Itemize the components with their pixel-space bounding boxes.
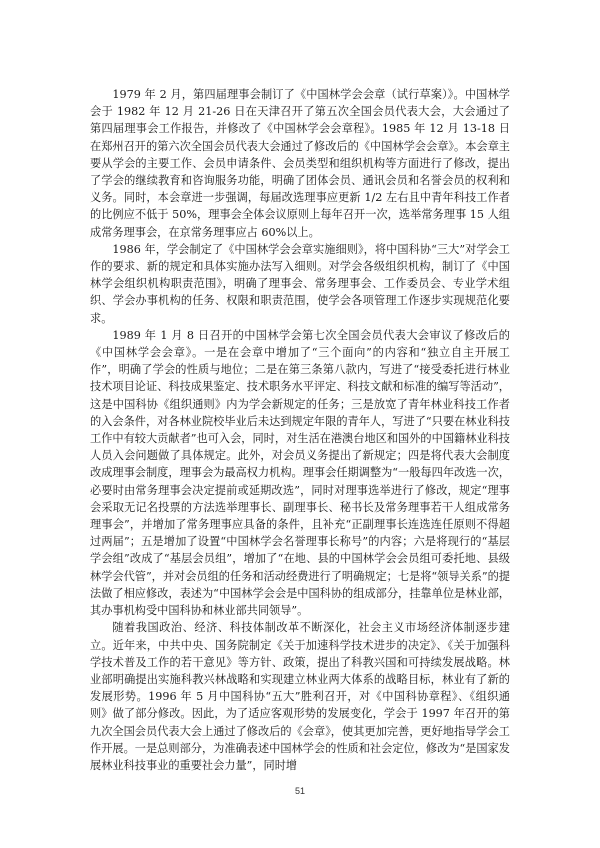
paragraph-1: 1979 年 2 月，第四届理事会制订了《中国林学会会章（试行草案）》。中国林学会于 1982 年 12 月 21-26 日在天津召开了第五次全国会员代表大会，大会通过了第四届理事会工作报告，并修改了《中国林学会会章程》。1985 年 12 月 13-18 日在郑州召开的第六次全国会员代表大会通过了修改后的《中国林学会会章》。本会章主要从学会的主要工作、会员申请条件、会员类型和组织机构等方面进行了修改，提出了学会的继续教育和咨询服务功能，明确了团体会员、通讯会员和名誉会员的权利和义务。同时，本会章进一步强调，每届改选理事应更新 1/2 左右且中青年科技工作者的比例应不低于 50%，理事会全体会议原则上每年召开一次，选举常务理事 15 人组成常务理事会，在京常务理事应占 60%以上。 [90,88,510,239]
paragraph-4: 随着我国政治、经济、科技体制改革不断深化，社会主义市场经济体制逐步建立。近年来，中共中央、国务院制定《关于加速科学技术进步的决定》、《关于加强科学技术普及工作的若干意见》等方针、政策，提出了科教兴国和可持续发展战略。林业部明确提出实施科教兴林战略和实现建立林业两大体系的战略目标，林业有了新的发展形势。1996 年 5 月中国科协“五大”胜利召开，对《中国科协章程》、《组织通则》做了部分修改。因此，为了适应客观形势的发展变化，学会于 1997 年召开的第九次全国会员代表大会上通过了修改后的《会章》，使其更加完善，更好地指导学会工作开展。一是总则部分，为准确表述中国林学会的性质和社会定位，修改为“是国家发展林业科技事业的重要社会力量”，同时增 [90,621,510,772]
body-text [90,86,510,774]
paragraph-3: 1989 年 1 月 8 日召开的中国林学会第七次全国会员代表大会审议了修改后的《中国林学会会章》。一是在会章中增加了“三个面向”的内容和“独立自主开展工作”，明确了学会的性质与地位；二是在第三条第八款内，写进了“接受委托进行林业技术项目论证、科技成果鉴定、技术职务水平评定、科技文献和标准的编写等活动”，这是中国科协《组织通则》内为学会新规定的任务；三是放宽了青年林业科技工作者的入会条件，对各林业院校毕业后未达到规定年限的青年人，写进了“只要在林业科技工作中有较大贡献者”也可入会，同时，对生活在港澳台地区和国外的中国籍林业科技人员入会问题做了具体规定。此外，对会员义务提出了新规定；四是将代表大会制度改成理事会制度，理事会为最高权力机构。理事会任期调整为“一般每四年改选一次，必要时由常务理事会决定提前或延期改选”，同时对理事选举进行了修改，规定“理事会采取无记名投票的方法选举理事长、副理事长、秘书长及常务理事若干人组成常务理事会”，并增加了常务理事应具备的条件，且补充“正副理事长连选连任原则不得超过两届”；五是增加了设置“中国林学会名誉理事长称号”的内容；六是将现行的“基层学会组”改成了“基层会员组”，增加了“在地、县的中国林学会会员组可委托地、县级林学会代管”，并对会员组的任务和活动经费进行了明确规定；七是将“领导关系”的提法做了相应修改，表述为“中国林学会会是中国科协的组成部分，挂靠单位是林业部，其办事机构受中国科协和林业部共同领导”。 [90,328,510,618]
paragraph-2: 1986 年，学会制定了《中国林学会会章实施细则》，将中国科协“三大”对学会工作的要求、新的规定和具体实施办法写入细则。对学会各级组织机构，制订了《中国林学会组织机构职责范围》，明确了理事会、常务理事会、工作委员会、专业学术组织、学会办事机构的任务、权限和职责范围，使学会各项管理工作逐步实现规范化要求。 [90,242,510,325]
page-number: 51 [294,786,305,796]
